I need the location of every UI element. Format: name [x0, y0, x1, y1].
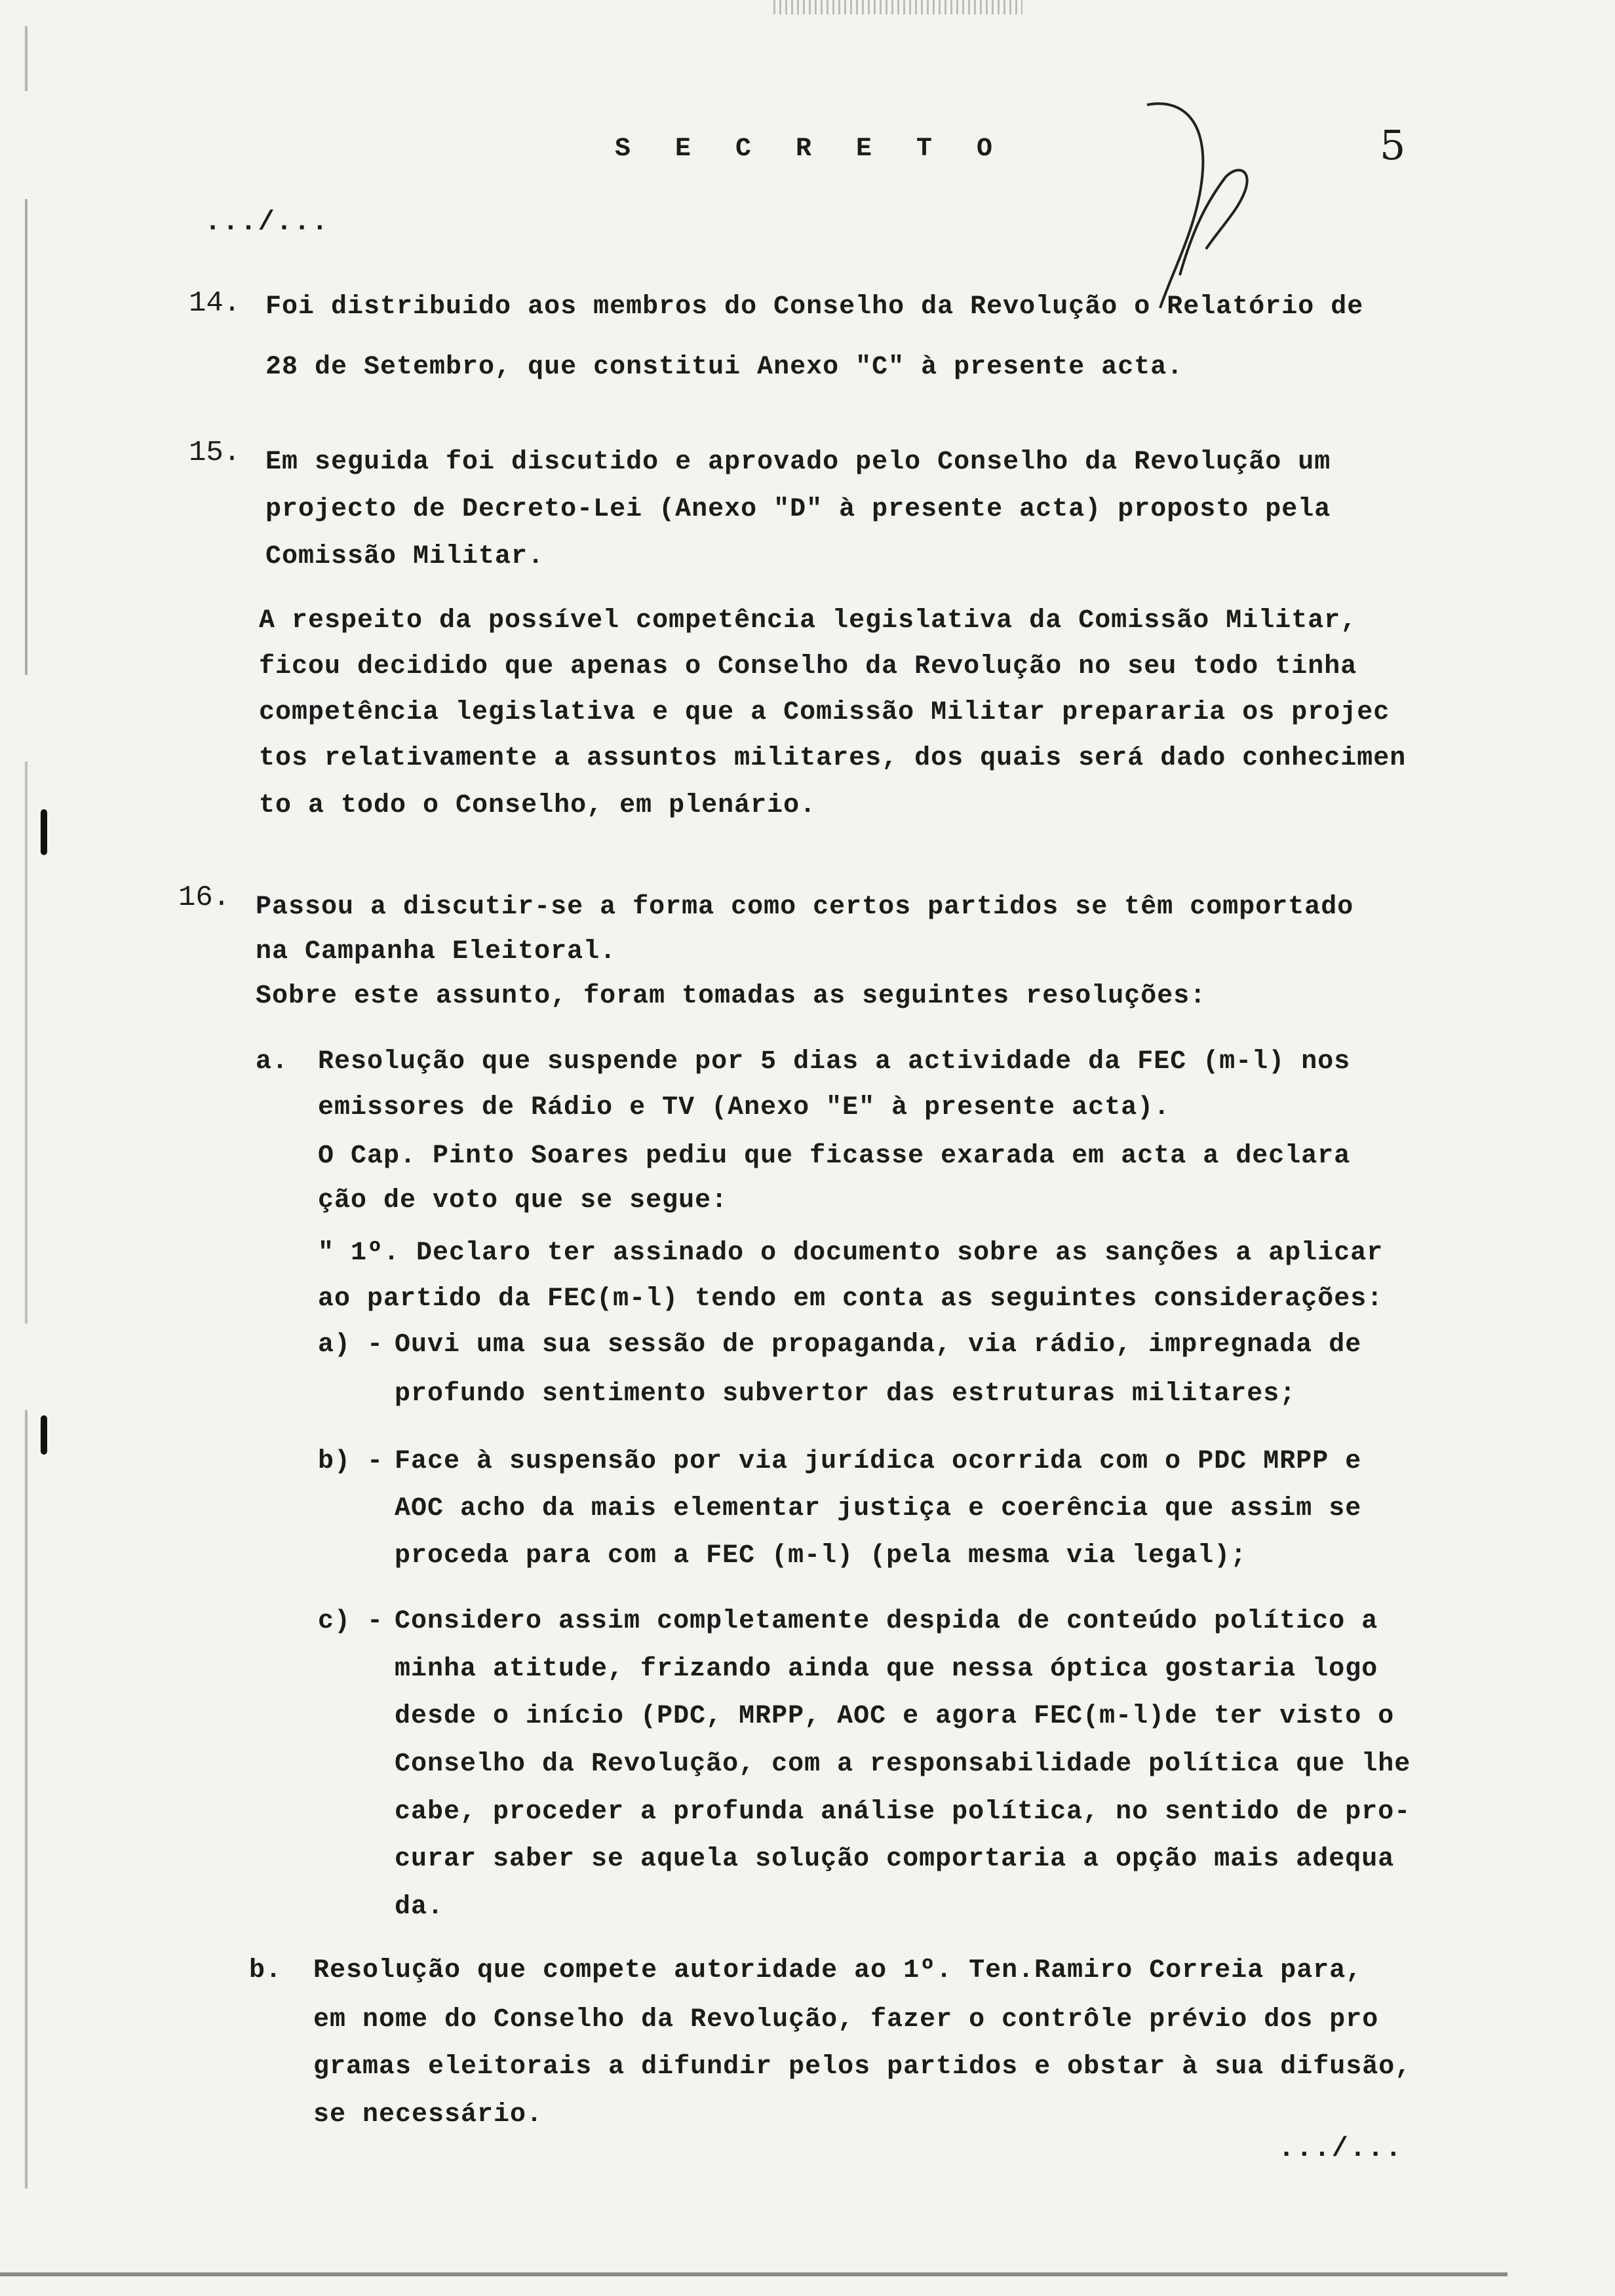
item-number: 16.	[178, 881, 231, 914]
classification-header: S E C R E T O	[615, 134, 1007, 164]
paragraph-line: cabe, proceder a profunda análise política, no sentido de pro-	[395, 1797, 1411, 1827]
paragraph-line: projecto de Decreto-Lei (Anexo "D" à presente acta) proposto pela	[265, 495, 1331, 524]
paragraph-line: Face à suspensão por via jurídica ocorrida com o PDC MRPP e	[395, 1447, 1362, 1476]
paragraph-line: curar saber se aquela solução comportaria a opção mais adequa	[395, 1845, 1395, 1874]
paragraph-line: Sobre este assunto, foram tomadas as seguintes resoluções:	[256, 982, 1207, 1011]
paragraph-line: tos relativamente a assuntos militares, dos quais será dado conhecimen	[259, 744, 1407, 773]
continuation-mark: .../...	[204, 206, 330, 238]
sub-item-label: b) -	[318, 1447, 384, 1476]
sub-item-label: c) -	[318, 1607, 384, 1636]
scan-edge-left	[25, 26, 28, 2189]
page-number: 5	[1380, 121, 1406, 169]
paragraph-line: em nome do Conselho da Revolução, fazer o contrôle prévio dos pro	[313, 2005, 1379, 2035]
margin-mark	[41, 1415, 47, 1455]
paragraph-line: da.	[395, 1892, 444, 1922]
paragraph-line: O Cap. Pinto Soares pediu que ficasse exarada em acta a declara	[318, 1141, 1351, 1171]
paragraph-line: Em seguida foi discutido e aprovado pelo Conselho da Revolução um	[265, 448, 1331, 477]
paragraph-line: ficou decidido que apenas o Conselho da Revolução no seu todo tinha	[259, 652, 1357, 681]
paragraph-line: A respeito da possível competência legislativa da Comissão Militar,	[259, 606, 1357, 636]
paragraph-line: Foi distribuido aos membros do Conselho da Revolução o Relatório de	[265, 292, 1364, 322]
paragraph-line: na Campanha Eleitoral.	[256, 937, 617, 966]
paragraph-line: desde o início (PDC, MRPP, AOC e agora FEC(m-l)de ter visto o	[395, 1702, 1395, 1731]
sub-item-label: a) -	[318, 1330, 384, 1360]
paragraph-line: ção de voto que se segue:	[318, 1186, 728, 1215]
item-number: 14.	[189, 287, 241, 320]
paragraph-line: Passou a discutir-se a forma como certos partidos se têm comportado	[256, 892, 1354, 922]
paragraph-line: profundo sentimento subvertor das estruturas militares;	[395, 1379, 1296, 1409]
paragraph-line: Resolução que suspende por 5 dias a actividade da FEC (m-l) nos	[318, 1047, 1351, 1077]
continuation-mark: .../...	[1278, 2133, 1403, 2164]
paragraph-line: emissores de Rádio e TV (Anexo "E" à presente acta).	[318, 1093, 1171, 1122]
paragraph-line: ao partido da FEC(m-l) tendo em conta as seguintes considerações:	[318, 1284, 1384, 1314]
paragraph-line: Comissão Militar.	[265, 542, 545, 571]
margin-mark	[41, 809, 47, 855]
scan-edge-bottom	[0, 2272, 1508, 2276]
paragraph-line: " 1º. Declaro ter assinado o documento sobre as sanções a aplicar	[318, 1238, 1384, 1268]
paragraph-line: se necessário.	[313, 2100, 543, 2130]
paragraph-line: Ouvi uma sua sessão de propaganda, via rádio, impregnada de	[395, 1330, 1362, 1360]
paragraph-line: Resolução que compete autoridade ao 1º. Ten.Ramiro Correia para,	[313, 1956, 1363, 1985]
paragraph-line: competência legislativa e que a Comissão Militar prepararia os projec	[259, 698, 1390, 727]
item-number: 15.	[189, 436, 241, 469]
paragraph-line: Considero assim completamente despida de conteúdo político a	[395, 1607, 1378, 1636]
paragraph-line: Conselho da Revolução, com a responsabilidade política que lhe	[395, 1750, 1411, 1779]
paragraph-line: proceda para com a FEC (m-l) (pela mesma via legal);	[395, 1541, 1247, 1571]
paragraph-line: to a todo o Conselho, em plenário.	[259, 791, 817, 820]
resolution-label: a.	[256, 1047, 289, 1077]
paragraph-line: AOC acho da mais elementar justiça e coerência que assim se	[395, 1494, 1362, 1523]
resolution-label: b.	[249, 1956, 282, 1985]
paragraph-line: minha atitude, frizando ainda que nessa óptica gostaria logo	[395, 1655, 1378, 1684]
paragraph-line: 28 de Setembro, que constitui Anexo "C" à presente acta.	[265, 353, 1184, 382]
paragraph-line: gramas eleitorais a difundir pelos partidos e obstar à sua difusão,	[313, 2052, 1412, 2082]
scan-edge-top	[773, 0, 1022, 14]
handwritten-signature	[1134, 98, 1278, 315]
